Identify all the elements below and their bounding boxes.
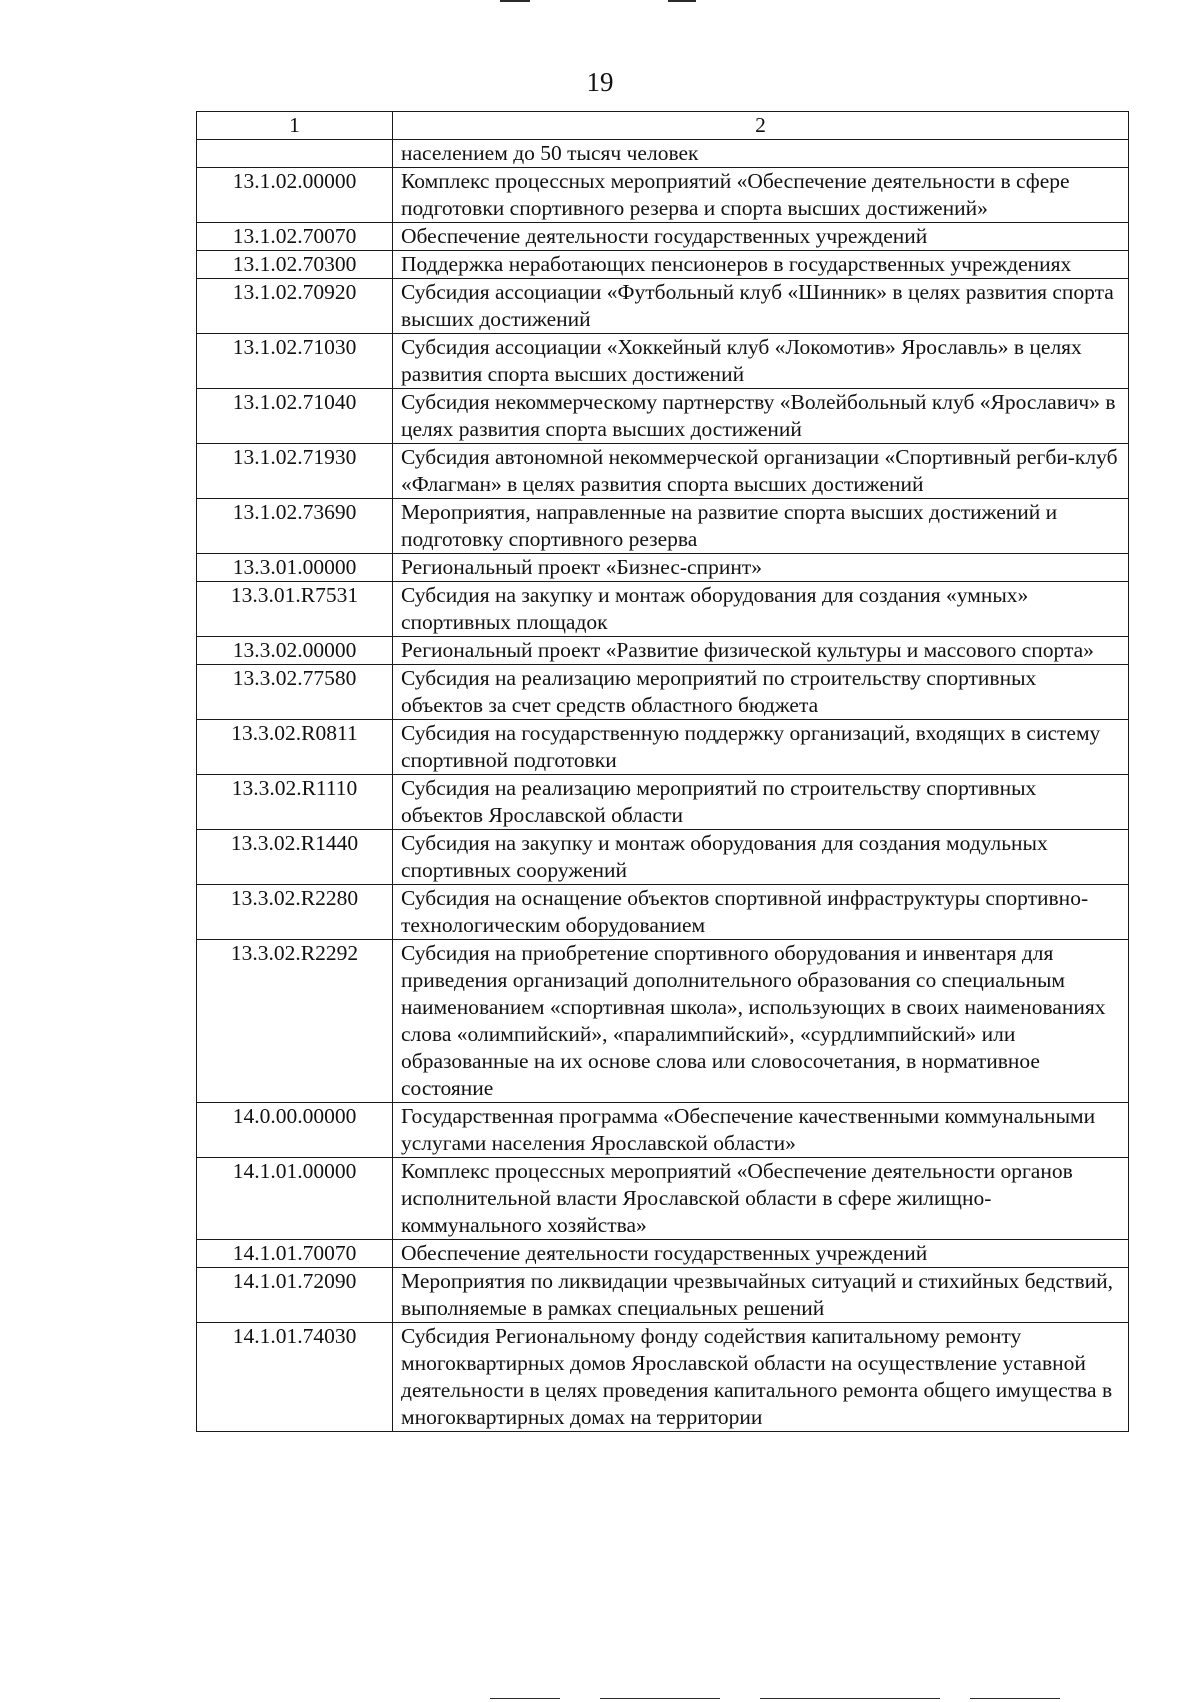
- scan-mark-bottom-4: [970, 1698, 1060, 1699]
- scan-mark-top-left: [500, 0, 530, 2]
- row-code-cell: 13.1.02.70070: [197, 223, 393, 251]
- row-name-cell: Государственная программа «Обеспечение качественными коммунальными услугами населения Ярославской области»: [393, 1103, 1129, 1158]
- row-name-cell: Субсидия ассоциации «Футбольный клуб «Шинник» в целях развития спорта высших достижений: [393, 279, 1129, 334]
- scan-mark-top-right: [668, 0, 696, 2]
- page-number: 19: [586, 67, 614, 97]
- row-code-cell: 13.1.02.71930: [197, 444, 393, 499]
- row-code-cell: 14.1.01.74030: [197, 1323, 393, 1432]
- table-row: [197, 251, 1129, 279]
- scan-mark-bottom-1: [490, 1698, 560, 1699]
- row-code-cell: 13.3.02.R1440: [197, 830, 393, 885]
- row-code-cell: 14.1.01.70070: [197, 1240, 393, 1268]
- row-name-cell: Обеспечение деятельности государственных учреждений: [393, 1240, 1129, 1268]
- row-code-cell: 13.1.02.71030: [197, 334, 393, 389]
- row-name-cell: Субсидия на государственную поддержку организаций, входящих в систему спортивной подготовки: [393, 720, 1129, 775]
- table-row: [197, 389, 1129, 444]
- row-name-cell: Субсидия на реализацию мероприятий по строительству спортивных объектов за счет средств областного бюджета: [393, 665, 1129, 720]
- row-name-cell: Субсидия некоммерческому партнерству «Волейбольный клуб «Ярославич» в целях развития спорта высших достижений: [393, 389, 1129, 444]
- table-row: [197, 140, 1129, 168]
- row-name-cell: населением до 50 тысяч человек: [393, 140, 1129, 168]
- table-row: [197, 665, 1129, 720]
- row-name-cell: Субсидия на закупку и монтаж оборудования для создания модульных спортивных сооружений: [393, 830, 1129, 885]
- table-row: [197, 444, 1129, 499]
- table-header-row: [197, 112, 1129, 140]
- scan-mark-bottom-2: [600, 1698, 720, 1699]
- table-row: [197, 720, 1129, 775]
- table-row: [197, 1323, 1129, 1432]
- row-code-cell: 13.3.02.R2292: [197, 940, 393, 1103]
- row-name-cell: Комплекс процессных мероприятий «Обеспечение деятельности органов исполнительной власти Ярославской области в сфере жилищно-коммунального хозяйства»: [393, 1158, 1129, 1240]
- table-row: [197, 885, 1129, 940]
- row-code-cell: 14.1.01.72090: [197, 1268, 393, 1323]
- row-code-cell: 13.3.02.R1110: [197, 775, 393, 830]
- table-row: [197, 279, 1129, 334]
- row-name-cell: Субсидия ассоциации «Хоккейный клуб «Локомотив» Ярославль» в целях развития спорта высших достижений: [393, 334, 1129, 389]
- row-code-cell: 13.1.02.00000: [197, 168, 393, 223]
- row-name-cell: Региональный проект «Развитие физической культуры и массового спорта»: [393, 637, 1129, 665]
- row-code-cell: 13.1.02.70300: [197, 251, 393, 279]
- row-code-cell: [197, 140, 393, 168]
- table-row: [197, 223, 1129, 251]
- row-code-cell: 13.1.02.70920: [197, 279, 393, 334]
- row-code-cell: 14.1.01.00000: [197, 1158, 393, 1240]
- row-code-cell: 13.3.02.00000: [197, 637, 393, 665]
- table-row: [197, 334, 1129, 389]
- row-code-cell: 13.1.02.73690: [197, 499, 393, 554]
- row-code-cell: 13.1.02.71040: [197, 389, 393, 444]
- table-row: [197, 1103, 1129, 1158]
- table-row: [197, 830, 1129, 885]
- row-code-cell: 13.3.02.R0811: [197, 720, 393, 775]
- table-row: [197, 168, 1129, 223]
- row-name-cell: Мероприятия по ликвидации чрезвычайных ситуаций и стихийных бедствий, выполняемые в рамках специальных решений: [393, 1268, 1129, 1323]
- row-name-cell: Субсидия на закупку и монтаж оборудования для создания «умных» спортивных площадок: [393, 582, 1129, 637]
- row-name-cell: Субсидия автономной некоммерческой организации «Спортивный регби-клуб «Флагман» в целях развития спорта высших достижений: [393, 444, 1129, 499]
- row-name-cell: Мероприятия, направленные на развитие спорта высших достижений и подготовку спортивного резерва: [393, 499, 1129, 554]
- row-code-cell: 13.3.01.00000: [197, 554, 393, 582]
- row-name-cell: Региональный проект «Бизнес-спринт»: [393, 554, 1129, 582]
- table-body: [197, 140, 1129, 1432]
- row-name-cell: Субсидия Региональному фонду содействия капитальному ремонту многоквартирных домов Ярославской области на осуществление уставной деятельности в целях проведения капитального ремонта общего имущества в многоквартирных домах на территории: [393, 1323, 1129, 1432]
- table-row: [197, 775, 1129, 830]
- scan-mark-bottom-3: [760, 1698, 940, 1699]
- column-header-code: 1: [197, 112, 393, 140]
- row-name-cell: Комплекс процессных мероприятий «Обеспечение деятельности в сфере подготовки спортивного резерва и спорта высших достижений»: [393, 168, 1129, 223]
- row-name-cell: Субсидия на приобретение спортивного оборудования и инвентаря для приведения организаций дополнительного образования со специальным наименованием «спортивная школа», использующих в своих наименованиях слова «олимпийский», «паралимпийский», «сурдлимпийский» или образованные на их основе слова или словосочетания, в нормативное состояние: [393, 940, 1129, 1103]
- row-name-cell: Субсидия на оснащение объектов спортивной инфраструктуры спортивно-технологическим оборудованием: [393, 885, 1129, 940]
- table-row: [197, 1240, 1129, 1268]
- row-code-cell: 14.0.00.00000: [197, 1103, 393, 1158]
- table-row: [197, 499, 1129, 554]
- table-row: [197, 554, 1129, 582]
- row-name-cell: Поддержка неработающих пенсионеров в государственных учреждениях: [393, 251, 1129, 279]
- table-row: [197, 1268, 1129, 1323]
- budget-classification-table: [196, 111, 1129, 1432]
- row-name-cell: Субсидия на реализацию мероприятий по строительству спортивных объектов Ярославской области: [393, 775, 1129, 830]
- row-code-cell: 13.3.02.77580: [197, 665, 393, 720]
- row-name-cell: Обеспечение деятельности государственных учреждений: [393, 223, 1129, 251]
- table-row: [197, 940, 1129, 1103]
- row-code-cell: 13.3.01.R7531: [197, 582, 393, 637]
- row-code-cell: 13.3.02.R2280: [197, 885, 393, 940]
- table-row: [197, 637, 1129, 665]
- table-row: [197, 582, 1129, 637]
- column-header-name: 2: [393, 112, 1129, 140]
- table-row: [197, 1158, 1129, 1240]
